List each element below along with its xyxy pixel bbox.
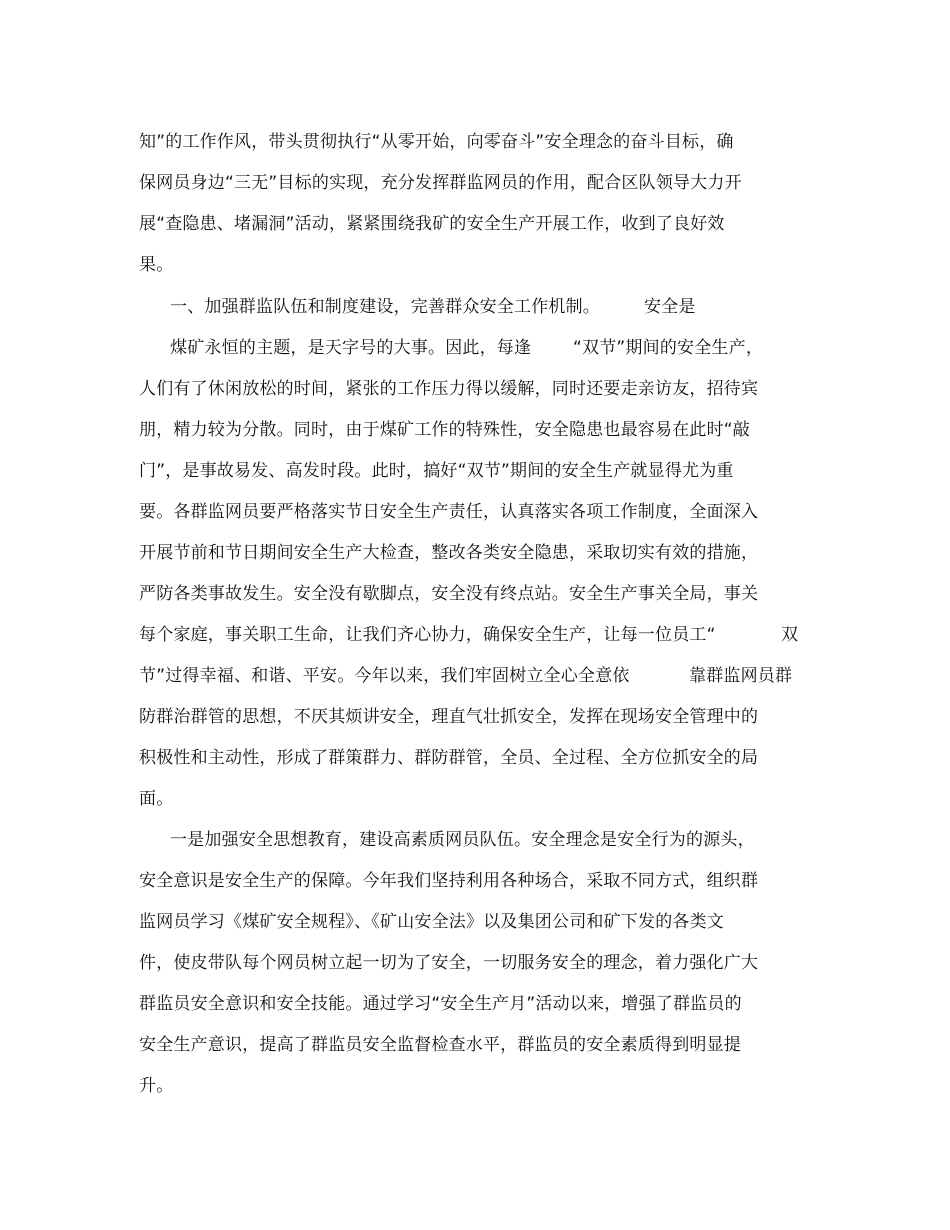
text-line: 安全生产意识，提高了群监员安全监督检查水平，群监员的安全素质得到明显提 <box>139 1035 741 1055</box>
text-line: 靠群监网员群 <box>689 666 793 686</box>
text-line: 件，使皮带队每个网员树立起一切为了安全，一切服务安全的理念，着力强化广大 <box>139 953 759 973</box>
text-line: 节”过得幸福、和谐、平安。今年以来，我们牢固树立全心全意依 <box>139 666 630 686</box>
text-line: 门”，是事故易发、高发时段。此时，搞好“双节”期间的安全生产就显得尤为重 <box>139 461 734 481</box>
text-line: 群监员安全意识和安全技能。通过学习“安全生产月”活动以来，增强了群监员的 <box>139 994 742 1014</box>
text-line: 保网员身边“三无”目标的实现，充分发挥群监网员的作用，配合区队领导大力开 <box>139 173 742 193</box>
section-heading: 一、加强群监队伍和制度建设，完善群众安全工作机制。 <box>170 297 600 317</box>
text-line: 监网员学习《煤矿安全规程》、《矿山安全法》以及集团公司和矿下发的各类文 <box>139 912 724 932</box>
text-line: 面。 <box>139 789 174 809</box>
text-line: 安全意识是安全生产的保障。今年我们坚持利用各种场合，采取不同方式，组织群 <box>139 871 759 891</box>
text-line: 朋，精力较为分散。同时，由于煤矿工作的特殊性，安全隐患也最容易在此时“敲 <box>139 420 751 440</box>
text-line: 开展节前和节日期间安全生产大检查，整改各类安全隐患，采取切实有效的措施， <box>139 543 759 563</box>
text-line: 升。 <box>139 1076 174 1096</box>
text-line: 安全是 <box>644 297 696 317</box>
text-line: 一是加强安全思想教育，建设高素质网员队伍。安全理念是安全行为的源头， <box>170 830 755 850</box>
text-line: 双 <box>781 625 799 645</box>
text-line: 展“查隐患、堵漏洞”活动，紧紧围绕我矿的安全生产开展工作，收到了良好效 <box>139 214 725 234</box>
text-line: 要。各群监网员要严格落实节日安全生产责任，认真落实各项工作制度，全面深入 <box>139 502 759 522</box>
text-line: 知”的工作作风，带头贯彻执行“从零开始，向零奋斗”安全理念的奋斗目标，确 <box>139 132 734 152</box>
text-line: 煤矿永恒的主题，是天字号的大事。因此，每逢 <box>170 338 532 358</box>
text-line: 防群治群管的思想，不厌其烦讲安全，理直气壮抓安全，发挥在现场安全管理中的 <box>139 707 759 727</box>
text-line: “双节”期间的安全生产， <box>573 338 764 358</box>
text-line: 果。 <box>139 255 174 275</box>
text-line: 人们有了休闲放松的时间，紧张的工作压力得以缓解，同时还要走亲访友，招待宾 <box>139 379 759 399</box>
text-line: 每个家庭，事关职工生命，让我们齐心协力，确保安全生产，让每一位员工“ <box>139 625 716 645</box>
text-line: 积极性和主动性，形成了群策群力、群防群管，全员、全过程、全方位抓安全的局 <box>139 748 759 768</box>
text-line: 严防各类事故发生。安全没有歇脚点，安全没有终点站。安全生产事关全局，事关 <box>139 584 759 604</box>
